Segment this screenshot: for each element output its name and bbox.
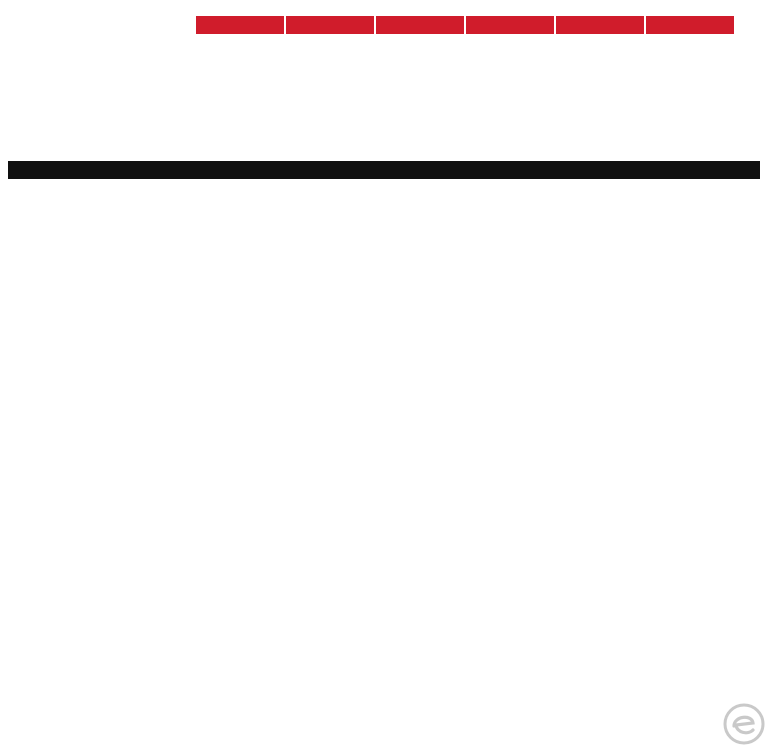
column-header xyxy=(556,16,644,34)
column-header xyxy=(376,16,464,34)
header-spacer xyxy=(8,16,194,34)
column-header xyxy=(646,16,734,34)
compatibility-title xyxy=(8,161,760,179)
column-header xyxy=(286,16,374,34)
e-logo-icon xyxy=(722,702,766,746)
column-header xyxy=(196,16,284,34)
column-header-row xyxy=(8,16,760,34)
column-header xyxy=(466,16,554,34)
